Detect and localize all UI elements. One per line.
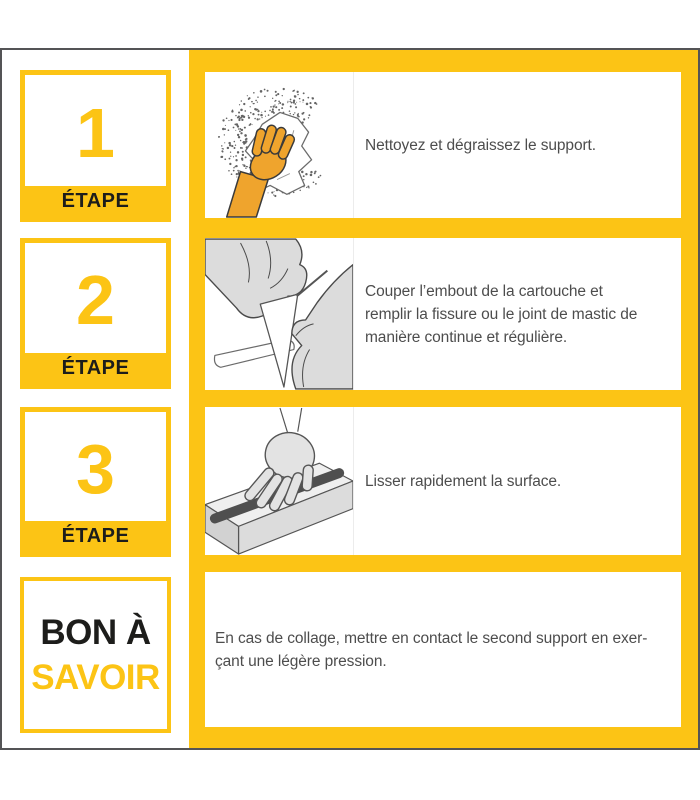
instructions-panel	[189, 50, 698, 748]
text-line: Lisser rapidement la surface.	[365, 472, 562, 490]
step-3-label: ÉTAPE	[25, 521, 166, 552]
text-line: En cas de collage, mettre en contact le second support en exer-	[215, 629, 648, 647]
instruction-text-2	[354, 238, 681, 390]
good-to-know-line1: BON À	[40, 613, 151, 652]
instruction-text-1	[354, 72, 681, 218]
instruction-row-3	[205, 407, 681, 555]
step-1-number: 1	[76, 93, 115, 172]
text-line: Couper l’embout de la cartouche et	[365, 282, 603, 300]
step-3-box	[20, 407, 171, 557]
instruction-row-4	[205, 572, 681, 727]
instruction-text-3	[354, 407, 681, 555]
step-2-number: 2	[76, 261, 115, 339]
step-3-illustration	[205, 407, 354, 555]
step-2-illustration	[205, 238, 354, 390]
step-1-illustration	[205, 72, 354, 218]
text-line: manière continue et régulière.	[365, 328, 568, 346]
instructions-frame	[0, 48, 700, 750]
step-1-label: ÉTAPE	[25, 186, 166, 217]
instruction-text-4	[205, 572, 681, 727]
text-line: çant une légère pression.	[215, 652, 387, 670]
step-2-box	[20, 238, 171, 389]
good-to-know-line2: SAVOIR	[31, 658, 160, 697]
text-line: remplir la fissure ou le joint de mastic de	[365, 305, 638, 323]
instruction-row-2	[205, 238, 681, 390]
good-to-know-box	[20, 577, 171, 733]
sidebar	[2, 50, 189, 748]
step-1-box	[20, 70, 171, 222]
instruction-row-1	[205, 72, 681, 218]
step-3-number: 3	[76, 429, 115, 508]
text-line: Nettoyez et dégraissez le support.	[365, 136, 596, 154]
step-2-label: ÉTAPE	[25, 353, 166, 384]
